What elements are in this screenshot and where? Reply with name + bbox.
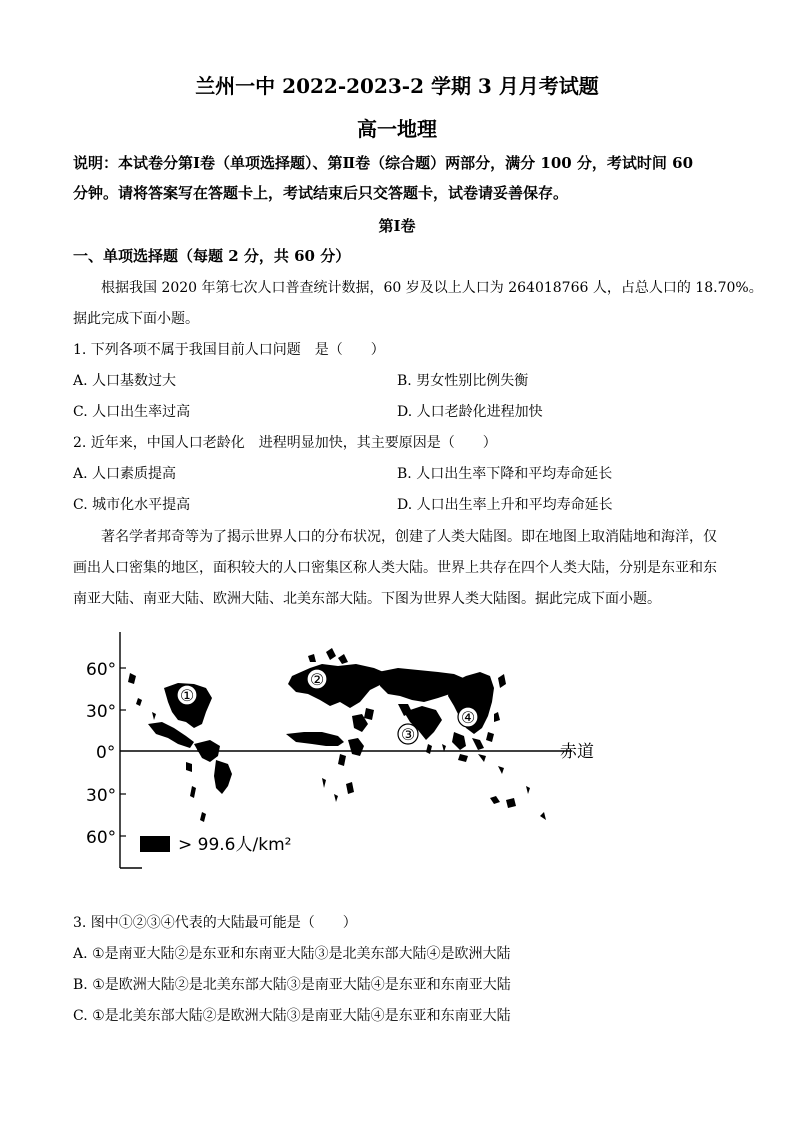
passage-2-line-2: 画出人口密集的地区，面积较大的人口密集区称人类大陆。世界上共存在四个人类大陆，分别是东亚和东	[73, 560, 717, 576]
region-africa	[286, 714, 368, 802]
exam-title: 兰州一中 2022-2023-2 学期 3 月月考试题	[195, 74, 599, 98]
marker-1	[177, 685, 197, 705]
passage-2-line-1: 著名学者邦奇等为了揭示世界人口的分布状况，创建了人类大陆图。即在地图上取消陆地和海洋，仅	[101, 529, 717, 545]
lat-label-30s: 30°	[86, 786, 117, 806]
passage-1-line-1: 根据我国 2020 年第七次人口普查统计数据，60 岁及以上人口为 264018766 人，占总人口的 18.70%。	[101, 280, 763, 296]
question-2-stem: 2. 近年来，中国人口老龄化 进程明显加快，其主要原因是（ ）	[73, 435, 497, 451]
instructions-line-1: 说明：本试卷分第Ⅰ卷（单项选择题）、第Ⅱ卷（综合题）两部分，满分 100 分，考试时间 60	[73, 154, 694, 172]
question-3-option-a: A. ①是南亚大陆②是东亚和东南亚大陆③是北美东部大陆④是欧洲大陆	[73, 946, 511, 962]
question-2-option-c: C. 城市化水平提高	[73, 497, 191, 513]
question-2-option-d: D. 人口出生率上升和平均寿命延长	[397, 497, 613, 513]
marker-1-label: ①	[179, 686, 195, 705]
question-1-option-b: B. 男女性别比例失衡	[397, 373, 529, 389]
marker-2	[307, 669, 327, 689]
lat-label-30n: 30°	[86, 702, 117, 722]
question-3-option-c: C. ①是北美东部大陆②是欧洲大陆③是南亚大陆④是东亚和东南亚大陆	[73, 1008, 511, 1024]
passage-2-line-3: 南亚大陆、南亚大陆、欧洲大陆、北美东部大陆。下图为世界人类大陆图。据此完成下面小题。	[73, 591, 661, 607]
legend-swatch	[140, 836, 170, 852]
question-3-stem: 3. 图中①②③④代表的大陆最可能是（ ）	[73, 915, 357, 931]
region-europe	[288, 648, 388, 720]
lat-label-0: 0°	[96, 743, 116, 763]
lat-label-60n: 60°	[86, 660, 117, 680]
region-north-america	[128, 673, 212, 752]
passage-1-line-2: 据此完成下面小题。	[73, 311, 199, 327]
question-3-option-b: B. ①是欧洲大陆②是北美东部大陆③是南亚大陆④是东亚和东南亚大陆	[73, 977, 511, 993]
volume-label: 第Ⅰ卷	[378, 217, 416, 235]
question-1-option-a: A. 人口基数过大	[73, 373, 177, 389]
region-oceania	[490, 786, 546, 820]
marker-3	[398, 724, 418, 744]
question-2-option-a: A. 人口素质提高	[73, 466, 177, 482]
instructions-line-2: 分钟。请将答案写在答题卡上，考试结束后只交答题卡，试卷请妥善保存。	[73, 184, 569, 202]
legend-text: > 99.6人/km²	[178, 835, 292, 855]
map-svg	[82, 628, 612, 876]
question-1-option-d: D. 人口老龄化进程加快	[397, 404, 543, 420]
question-1-stem: 1. 下列各项不属于我国目前人口问题 是（ ）	[73, 342, 385, 358]
question-2-option-b: B. 人口出生率下降和平均寿命延长	[397, 466, 613, 482]
marker-4	[458, 707, 478, 727]
section-heading: 一、单项选择题（每题 2 分，共 60 分）	[73, 247, 351, 265]
region-south-america	[186, 740, 232, 822]
equator-label: 赤道	[560, 742, 594, 762]
marker-4-label: ④	[460, 708, 476, 727]
lat-label-60s: 60°	[86, 828, 117, 848]
question-1-option-c: C. 人口出生率过高	[73, 404, 191, 420]
marker-2-label: ②	[309, 670, 325, 689]
marker-3-label: ③	[400, 725, 416, 744]
human-continents-map	[82, 628, 612, 876]
exam-subject: 高一地理	[357, 117, 437, 141]
